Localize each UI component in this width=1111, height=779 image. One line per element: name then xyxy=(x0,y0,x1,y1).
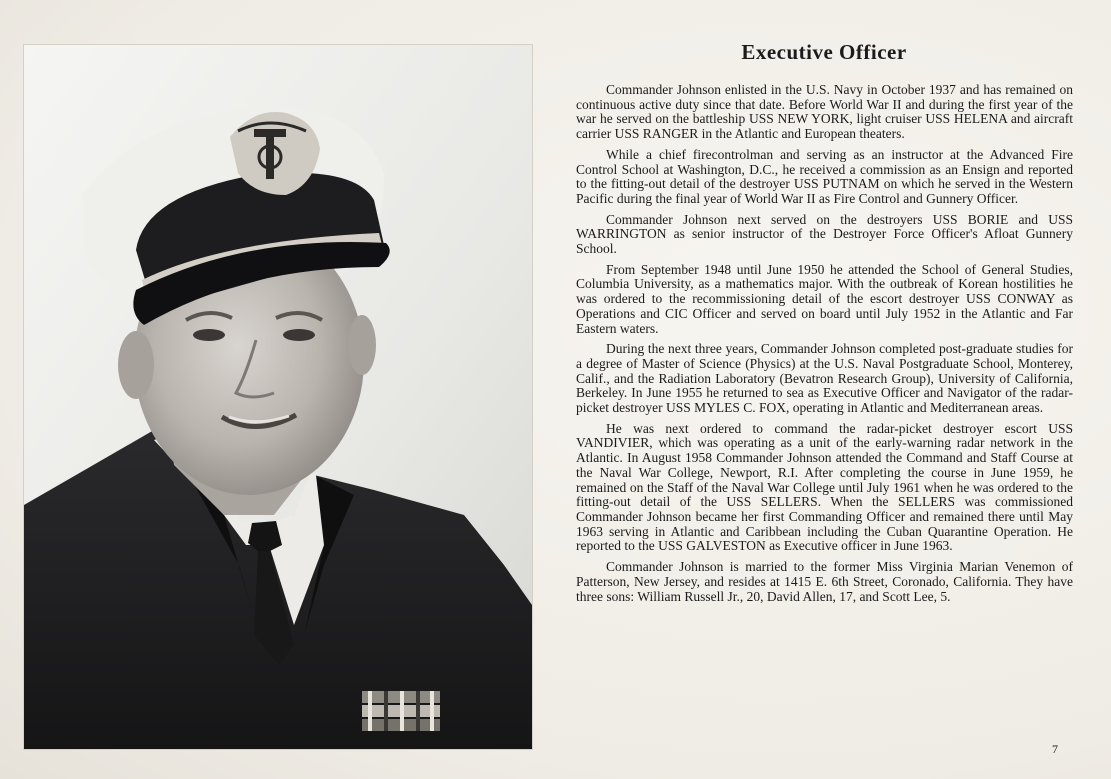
page-number: 7 xyxy=(1052,742,1058,756)
paragraph: Commander Johnson enlisted in the U.S. Navy in October 1937 and has remained on continuous active duty since that date. Before World War II and during the first year of the war he served on the battleship USS NEW YORK, light cruiser USS HELENA and aircraft carrier USS RANGER in the Atlantic and European theaters. xyxy=(576,82,1073,142)
paragraph: Commander Johnson next served on the destroyers USS BORIE and USS WARRINGTON as senior instructor of the Destroyer Force Officer's Afloat Gunnery School. xyxy=(576,211,1073,257)
portrait-photo xyxy=(24,45,532,749)
paragraph: Commander Johnson is married to the former Miss Virginia Marian Venemon of Patterson, New Jersey, and resides at 1415 E. 6th Street, Coronado, California. They have three sons: William Russell Jr., 20, David Allen, 17, and Scott Lee, 5. xyxy=(576,559,1073,604)
paragraph: From September 1948 until June 1950 he attended the School of General Studies, Columbia University, as a mathematics major. With the outbreak of Korean hostilities he was ordered to the recommissioning detail of the escort destroyer USS CONWAY as Operations and CIC Officer and served on board until July 1952 in the Atlantic and Far Eastern waters. xyxy=(576,261,1073,336)
paragraph: During the next three years, Commander Johnson completed post-graduate studies for a degree of Master of Science (Physics) at the U.S. Naval Postgraduate School, Monterey, Calif., and the Radiation Laboratory (Bevatron Research Group), University of California, Berkeley. In June 1955 he returned to sea as Executive Officer and Navigator of the radar-picket destroyer USS MYLES C. FOX, operating in Atlantic and Mediterranean areas. xyxy=(576,341,1073,416)
page-title: Executive Officer xyxy=(741,40,907,64)
paragraph: He was next ordered to command the radar-picket destroyer escort USS VANDIVIER, which was operating as a unit of the early-warning radar network in the Atlantic. In August 1958 Commander Johnson attended the Command and Staff Course at the Naval War College, Newport, R.I. After completing the course in June 1959, he remained on the Staff of the Naval War College until July 1961 when he was ordered to the fitting-out detail of the USS SELLERS. When the SELLERS was commissioned Commander Johnson became her first Commanding Officer and remained there until May 1963 serving in Atlantic and Caribbean including the Cuban Quarantine Operation. He reported to the USS GALVESTON as Executive officer in June 1963. xyxy=(576,420,1073,554)
service-ribbons-icon xyxy=(362,691,440,731)
biography-text xyxy=(576,83,1073,610)
paragraph: While a chief firecontrolman and serving as an instructor at the Advanced Fire Control School at Washington, D.C., he received a commission as an Ensign and reported to the fitting-out detail of the destroyer USS PUTNAM on which he served in the Western Pacific during the final year of World War II as Fire Control and Gunnery Officer. xyxy=(576,146,1073,206)
